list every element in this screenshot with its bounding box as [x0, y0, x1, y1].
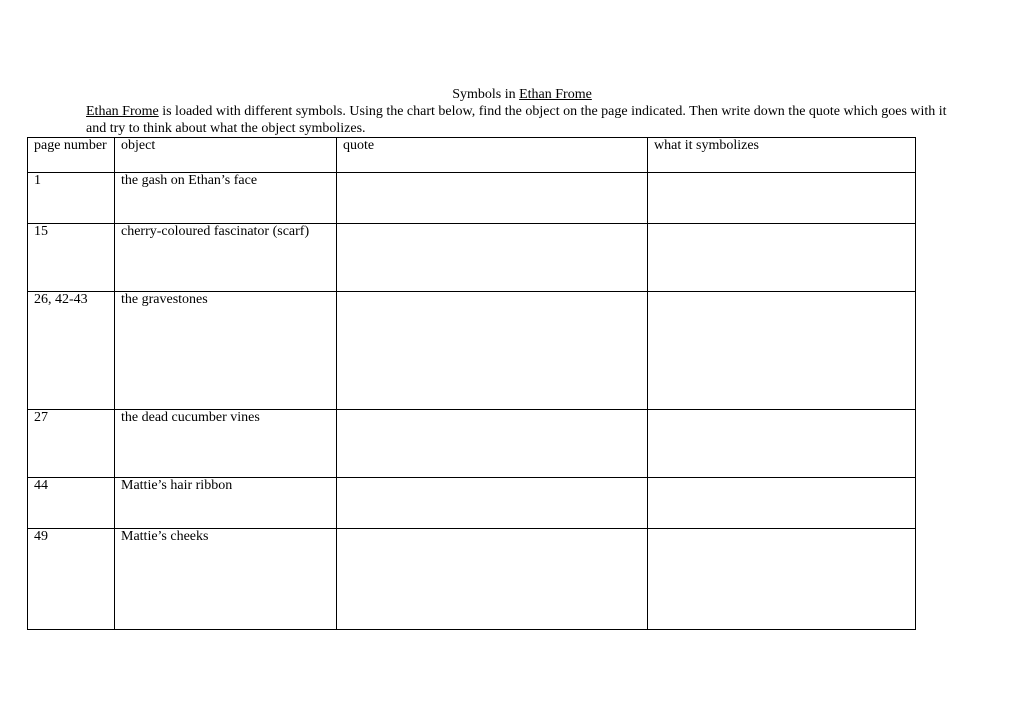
instructions-book-name: Ethan Frome	[86, 104, 159, 119]
quote-cell[interactable]	[337, 173, 648, 224]
table-row	[28, 292, 916, 410]
quote-cell[interactable]	[337, 410, 648, 478]
page-cell: 44	[28, 478, 115, 529]
symbolizes-cell[interactable]	[648, 529, 916, 630]
quote-cell[interactable]	[337, 292, 648, 410]
symbolizes-cell[interactable]	[648, 478, 916, 529]
title-book-name: Ethan Frome	[519, 87, 592, 102]
symbolizes-cell[interactable]	[648, 173, 916, 224]
symbols-chart	[27, 137, 916, 630]
header-page-number: page number	[28, 138, 115, 173]
page-cell: 26, 42-43	[28, 292, 115, 410]
page-cell: 15	[28, 224, 115, 292]
symbolizes-cell[interactable]	[648, 224, 916, 292]
object-cell: the dead cucumber vines	[115, 410, 337, 478]
table-row	[28, 173, 916, 224]
header-quote: quote	[337, 138, 648, 173]
table-row	[28, 529, 916, 630]
object-cell: the gash on Ethan’s face	[115, 173, 337, 224]
table-row	[28, 410, 916, 478]
object-cell: the gravestones	[115, 292, 337, 410]
quote-cell[interactable]	[337, 478, 648, 529]
page-title	[0, 86, 1024, 103]
object-cell: cherry-coloured fascinator (scarf)	[115, 224, 337, 292]
quote-cell[interactable]	[337, 224, 648, 292]
page-cell: 1	[28, 173, 115, 224]
object-cell: Mattie’s cheeks	[115, 529, 337, 630]
header-what-it-symbolizes: what it symbolizes	[648, 138, 916, 173]
instructions	[86, 103, 956, 137]
table-row	[28, 478, 916, 529]
table-row	[28, 224, 916, 292]
object-cell: Mattie’s hair ribbon	[115, 478, 337, 529]
symbolizes-cell[interactable]	[648, 410, 916, 478]
symbolizes-cell[interactable]	[648, 292, 916, 410]
header-object: object	[115, 138, 337, 173]
title-prefix: Symbols in	[452, 87, 520, 102]
header-row	[28, 138, 916, 173]
quote-cell[interactable]	[337, 529, 648, 630]
page-cell: 49	[28, 529, 115, 630]
instructions-text: is loaded with different symbols. Using the chart below, find the object on the page indicated. Then write down the quote which goes with it and try to think about what the object symbolizes.	[86, 104, 947, 136]
page-cell: 27	[28, 410, 115, 478]
